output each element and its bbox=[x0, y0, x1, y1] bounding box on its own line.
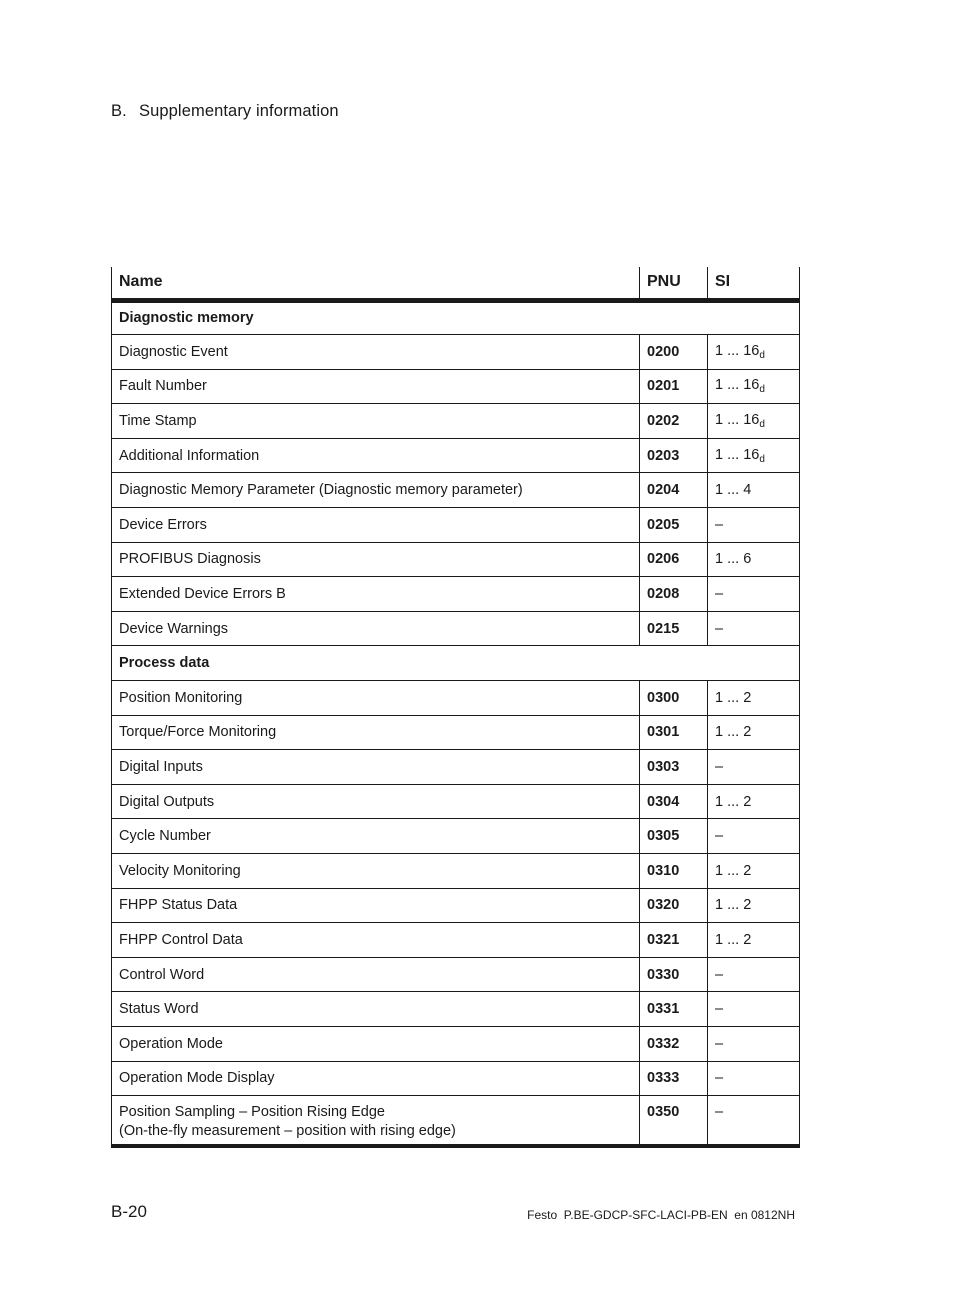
cell-si-subscript: d bbox=[759, 419, 765, 431]
cell-si-value: – bbox=[715, 1001, 724, 1018]
cell-si-value: – bbox=[715, 1070, 724, 1087]
table-row bbox=[112, 888, 800, 923]
cell-name bbox=[112, 438, 640, 473]
cell-name bbox=[112, 508, 640, 543]
cell-name-text: Digital Outputs bbox=[119, 793, 215, 810]
group-label: Diagnostic memory bbox=[112, 300, 800, 335]
table-row bbox=[112, 681, 800, 716]
cell-si bbox=[708, 1096, 800, 1146]
table-row bbox=[112, 577, 800, 612]
table-row bbox=[112, 1026, 800, 1061]
cell-si-value: – bbox=[715, 1104, 724, 1121]
cell-name bbox=[112, 369, 640, 404]
cell-name bbox=[112, 854, 640, 889]
cell-si bbox=[708, 1061, 800, 1096]
cell-pnu: 0202 bbox=[640, 404, 708, 439]
table-row bbox=[112, 992, 800, 1027]
cell-name-text: Device Errors bbox=[119, 516, 207, 533]
table-row bbox=[112, 854, 800, 889]
cell-si bbox=[708, 750, 800, 785]
cell-name-text: Time Stamp bbox=[119, 413, 197, 430]
cell-name-text: FHPP Control Data bbox=[119, 931, 243, 948]
cell-pnu: 0333 bbox=[640, 1061, 708, 1096]
cell-si-value: 1 ... 16 bbox=[715, 342, 760, 359]
cell-pnu: 0301 bbox=[640, 715, 708, 750]
cell-pnu: 0305 bbox=[640, 819, 708, 854]
cell-name bbox=[112, 1061, 640, 1096]
cell-si-value: – bbox=[715, 1035, 724, 1052]
table-row bbox=[112, 542, 800, 577]
cell-si-value: 1 ... 4 bbox=[715, 482, 752, 499]
group-row bbox=[112, 646, 800, 681]
cell-pnu: 0215 bbox=[640, 611, 708, 646]
cell-pnu: 0205 bbox=[640, 508, 708, 543]
cell-si bbox=[708, 819, 800, 854]
cell-name-text: Control Word bbox=[119, 966, 205, 983]
cell-si bbox=[708, 681, 800, 716]
cell-name-text: Velocity Monitoring bbox=[119, 862, 241, 879]
cell-si bbox=[708, 404, 800, 439]
cell-si-value: – bbox=[715, 966, 724, 983]
cell-name bbox=[112, 888, 640, 923]
cell-si-subscript: d bbox=[759, 384, 765, 396]
table-row bbox=[112, 473, 800, 508]
cell-pnu: 0201 bbox=[640, 369, 708, 404]
cell-name bbox=[112, 473, 640, 508]
group-row bbox=[112, 300, 800, 335]
cell-si bbox=[708, 542, 800, 577]
cell-name-text-line2: (On-the-fly measurement – position with rising edge) bbox=[119, 1123, 456, 1140]
cell-si-value: 1 ... 2 bbox=[715, 931, 752, 948]
cell-pnu: 0321 bbox=[640, 923, 708, 958]
table-row bbox=[112, 1096, 800, 1146]
cell-name-text: FHPP Status Data bbox=[119, 897, 238, 914]
cell-si bbox=[708, 1026, 800, 1061]
cell-name-text: Additional Information bbox=[119, 447, 260, 464]
cell-name-text: Position Sampling – Position Rising Edge bbox=[119, 1104, 385, 1121]
cell-si bbox=[708, 611, 800, 646]
cell-name bbox=[112, 404, 640, 439]
table-row bbox=[112, 404, 800, 439]
cell-si bbox=[708, 923, 800, 958]
section-header bbox=[111, 102, 339, 121]
cell-si-value: 1 ... 2 bbox=[715, 897, 752, 914]
cell-name bbox=[112, 923, 640, 958]
cell-si-value: 1 ... 2 bbox=[715, 724, 752, 741]
cell-name-text: Torque/Force Monitoring bbox=[119, 724, 277, 741]
cell-si-value: – bbox=[715, 516, 724, 533]
table-row bbox=[112, 957, 800, 992]
table-header-row bbox=[112, 267, 800, 300]
cell-si bbox=[708, 784, 800, 819]
cell-si-value: 1 ... 16 bbox=[715, 377, 760, 394]
table-row bbox=[112, 1061, 800, 1096]
table-row bbox=[112, 438, 800, 473]
table-row bbox=[112, 923, 800, 958]
cell-si-subscript: d bbox=[759, 349, 765, 361]
cell-name-text: Device Warnings bbox=[119, 620, 229, 637]
cell-si-value: 1 ... 2 bbox=[715, 689, 752, 706]
cell-si-value: 1 ... 6 bbox=[715, 551, 752, 568]
cell-pnu: 0350 bbox=[640, 1096, 708, 1146]
cell-name-text: Diagnostic Event bbox=[119, 343, 228, 360]
cell-si-value: – bbox=[715, 620, 724, 637]
cell-si-value: 1 ... 2 bbox=[715, 862, 752, 879]
cell-name bbox=[112, 750, 640, 785]
column-header-name: Name bbox=[112, 267, 640, 300]
cell-si-value: 1 ... 16 bbox=[715, 412, 760, 429]
cell-name bbox=[112, 715, 640, 750]
table-row bbox=[112, 750, 800, 785]
column-header-si: SI bbox=[708, 267, 800, 300]
cell-name-text: Fault Number bbox=[119, 378, 207, 395]
cell-name bbox=[112, 1026, 640, 1061]
table-row bbox=[112, 819, 800, 854]
cell-name bbox=[112, 784, 640, 819]
cell-pnu: 0310 bbox=[640, 854, 708, 889]
table-row bbox=[112, 715, 800, 750]
cell-name-text: Position Monitoring bbox=[119, 689, 243, 706]
cell-name-text: PROFIBUS Diagnosis bbox=[119, 551, 261, 568]
cell-pnu: 0206 bbox=[640, 542, 708, 577]
cell-si-value: – bbox=[715, 586, 724, 603]
cell-si-subscript: d bbox=[759, 453, 765, 465]
cell-name-text: Digital Inputs bbox=[119, 759, 203, 776]
table-row bbox=[112, 508, 800, 543]
cell-si bbox=[708, 473, 800, 508]
cell-pnu: 0331 bbox=[640, 992, 708, 1027]
cell-pnu: 0208 bbox=[640, 577, 708, 612]
cell-pnu: 0204 bbox=[640, 473, 708, 508]
cell-pnu: 0303 bbox=[640, 750, 708, 785]
table-row bbox=[112, 335, 800, 370]
cell-si bbox=[708, 438, 800, 473]
cell-name bbox=[112, 335, 640, 370]
cell-name-text: Cycle Number bbox=[119, 828, 211, 845]
section-number: B. bbox=[111, 102, 127, 120]
cell-pnu: 0300 bbox=[640, 681, 708, 716]
table-row bbox=[112, 784, 800, 819]
cell-pnu: 0304 bbox=[640, 784, 708, 819]
document-reference: Festo P.BE-GDCP-SFC-LACI-PB-EN en 0812NH bbox=[527, 1208, 795, 1222]
parameter-table bbox=[111, 267, 800, 1148]
cell-si bbox=[708, 577, 800, 612]
cell-pnu: 0332 bbox=[640, 1026, 708, 1061]
cell-si bbox=[708, 888, 800, 923]
cell-si bbox=[708, 715, 800, 750]
section-title: Supplementary information bbox=[139, 102, 339, 120]
cell-name-text: Operation Mode bbox=[119, 1035, 223, 1052]
table-row bbox=[112, 611, 800, 646]
cell-si bbox=[708, 335, 800, 370]
cell-si-value: 1 ... 2 bbox=[715, 793, 752, 810]
cell-si bbox=[708, 854, 800, 889]
cell-si-value: – bbox=[715, 828, 724, 845]
cell-name-text: Status Word bbox=[119, 1001, 199, 1018]
cell-name-text: Operation Mode Display bbox=[119, 1070, 275, 1087]
cell-si bbox=[708, 957, 800, 992]
cell-name bbox=[112, 611, 640, 646]
cell-pnu: 0200 bbox=[640, 335, 708, 370]
cell-si bbox=[708, 508, 800, 543]
cell-name bbox=[112, 577, 640, 612]
cell-name-text: Extended Device Errors B bbox=[119, 586, 286, 603]
table-row bbox=[112, 369, 800, 404]
cell-name bbox=[112, 957, 640, 992]
cell-name-text: Diagnostic Memory Parameter (Diagnostic memory parameter) bbox=[119, 482, 523, 499]
cell-name bbox=[112, 542, 640, 577]
group-label: Process data bbox=[112, 646, 800, 681]
table-body bbox=[112, 300, 800, 1146]
cell-pnu: 0203 bbox=[640, 438, 708, 473]
cell-name bbox=[112, 681, 640, 716]
cell-pnu: 0330 bbox=[640, 957, 708, 992]
cell-name bbox=[112, 819, 640, 854]
cell-si-value: 1 ... 16 bbox=[715, 446, 760, 463]
cell-si-value: – bbox=[715, 759, 724, 776]
cell-si bbox=[708, 992, 800, 1027]
page-number: B-20 bbox=[111, 1202, 147, 1221]
cell-name bbox=[112, 1096, 640, 1146]
cell-name bbox=[112, 992, 640, 1027]
column-header-pnu: PNU bbox=[640, 267, 708, 300]
cell-pnu: 0320 bbox=[640, 888, 708, 923]
cell-si bbox=[708, 369, 800, 404]
